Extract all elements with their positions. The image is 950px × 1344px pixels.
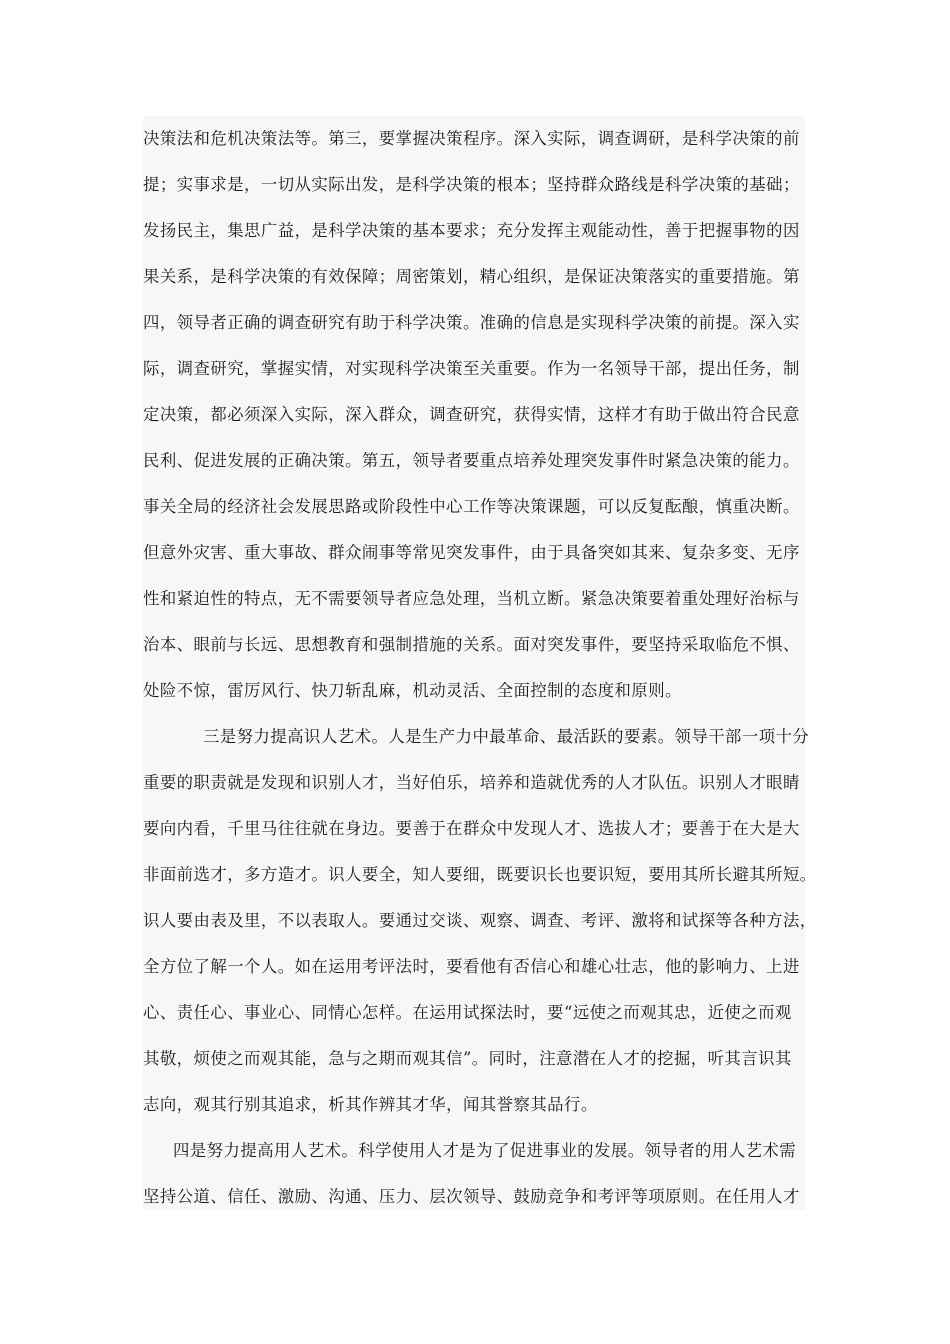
text-line: 四，领导者正确的调查研究有助于科学决策。准确的信息是实现科学决策的前提。深入实 — [143, 313, 800, 332]
text-line: 识人要由表及里，不以表取人。要通过交谈、观察、调查、考评、激将和试探等各种方法， — [143, 911, 817, 930]
text-line: 重要的职责就是发现和识别人才，当好伯乐，培养和造就优秀的人才队伍。识别人才眼睛 — [143, 773, 800, 792]
text-line: 全方位了解一个人。如在运用考评法时，要看他有否信心和雄心壮志，他的影响力、上进 — [143, 957, 800, 976]
text-line: 性和紧迫性的特点，无不需要领导者应急处理，当机立断。紧急决策要着重处理好治标与 — [143, 589, 800, 608]
text-line: 果关系，是科学决策的有效保障；周密策划，精心组织，是保证决策落实的重要措施。第 — [143, 267, 800, 286]
text-line: 非面前选才，多方造才。识人要全，知人要细，既要识长也要识短，要用其所长避其所短。 — [143, 865, 817, 884]
text-line: 但意外灾害、重大事故、群众闹事等常见突发事件，由于具备突如其来、复杂多变、无序 — [143, 543, 800, 562]
text-line: 民利、促进发展的正确决策。第五，领导者要重点培养处理突发事件时紧急决策的能力。 — [143, 451, 800, 470]
text-line: 治本、眼前与长远、思想教育和强制措施的关系。面对突发事件，要坚持采取临危不惧、 — [143, 635, 800, 654]
text-line: 心、责任心、事业心、同情心怎样。在运用试探法时，要“远使之而观其忠，近使之而观 — [143, 1003, 792, 1022]
text-line: 定决策，都必须深入实际，深入群众，调查研究，获得实情，这样才有助于做出符合民意 — [143, 405, 800, 424]
text-line: 发扬民主，集思广益，是科学决策的基本要求；充分发挥主观能动性，善于把握事物的因 — [143, 221, 800, 240]
text-line: 际，调查研究，掌握实情，对实现科学决策至关重要。作为一名领导干部，提出任务，制 — [143, 359, 800, 378]
document-text-block — [143, 116, 817, 1210]
text-line: 提；实事求是，一切从实际出发，是科学决策的根本；坚持群众路线是科学决策的基础； — [143, 175, 800, 194]
paragraph-start-line: 四是努力提高用人艺术。科学使用人才是为了促进事业的发展。领导者的用人艺术需 — [173, 1141, 797, 1160]
text-line: 处险不惊，雷厉风行、快刀斩乱麻，机动灵活、全面控制的态度和原则。 — [143, 681, 682, 700]
text-line: 决策法和危机决策法等。第三，要掌握决策程序。深入实际，调查调研，是科学决策的前 — [143, 129, 800, 148]
text-line: 其敬，烦使之而观其能，急与之期而观其信”。同时，注意潜在人才的挖掘，听其言识其 — [143, 1049, 792, 1068]
text-line: 志向，观其行别其追求，析其作辨其才华，闻其誉察其品行。 — [143, 1095, 598, 1114]
paragraph-start-line: 三是努力提高识人艺术。人是生产力中最革命、最活跃的要素。领导干部一项十分 — [203, 727, 810, 746]
text-line: 要向内看，千里马往往就在身边。要善于在群众中发现人才、选拔人才；要善于在大是大 — [143, 819, 800, 838]
text-line: 坚持公道、信任、激励、沟通、压力、层次领导、鼓励竞争和考评等项原则。在任用人才 — [143, 1187, 800, 1206]
text-line: 事关全局的经济社会发展思路或阶段性中心工作等决策课题，可以反复酝酿，慎重决断。 — [143, 497, 800, 516]
